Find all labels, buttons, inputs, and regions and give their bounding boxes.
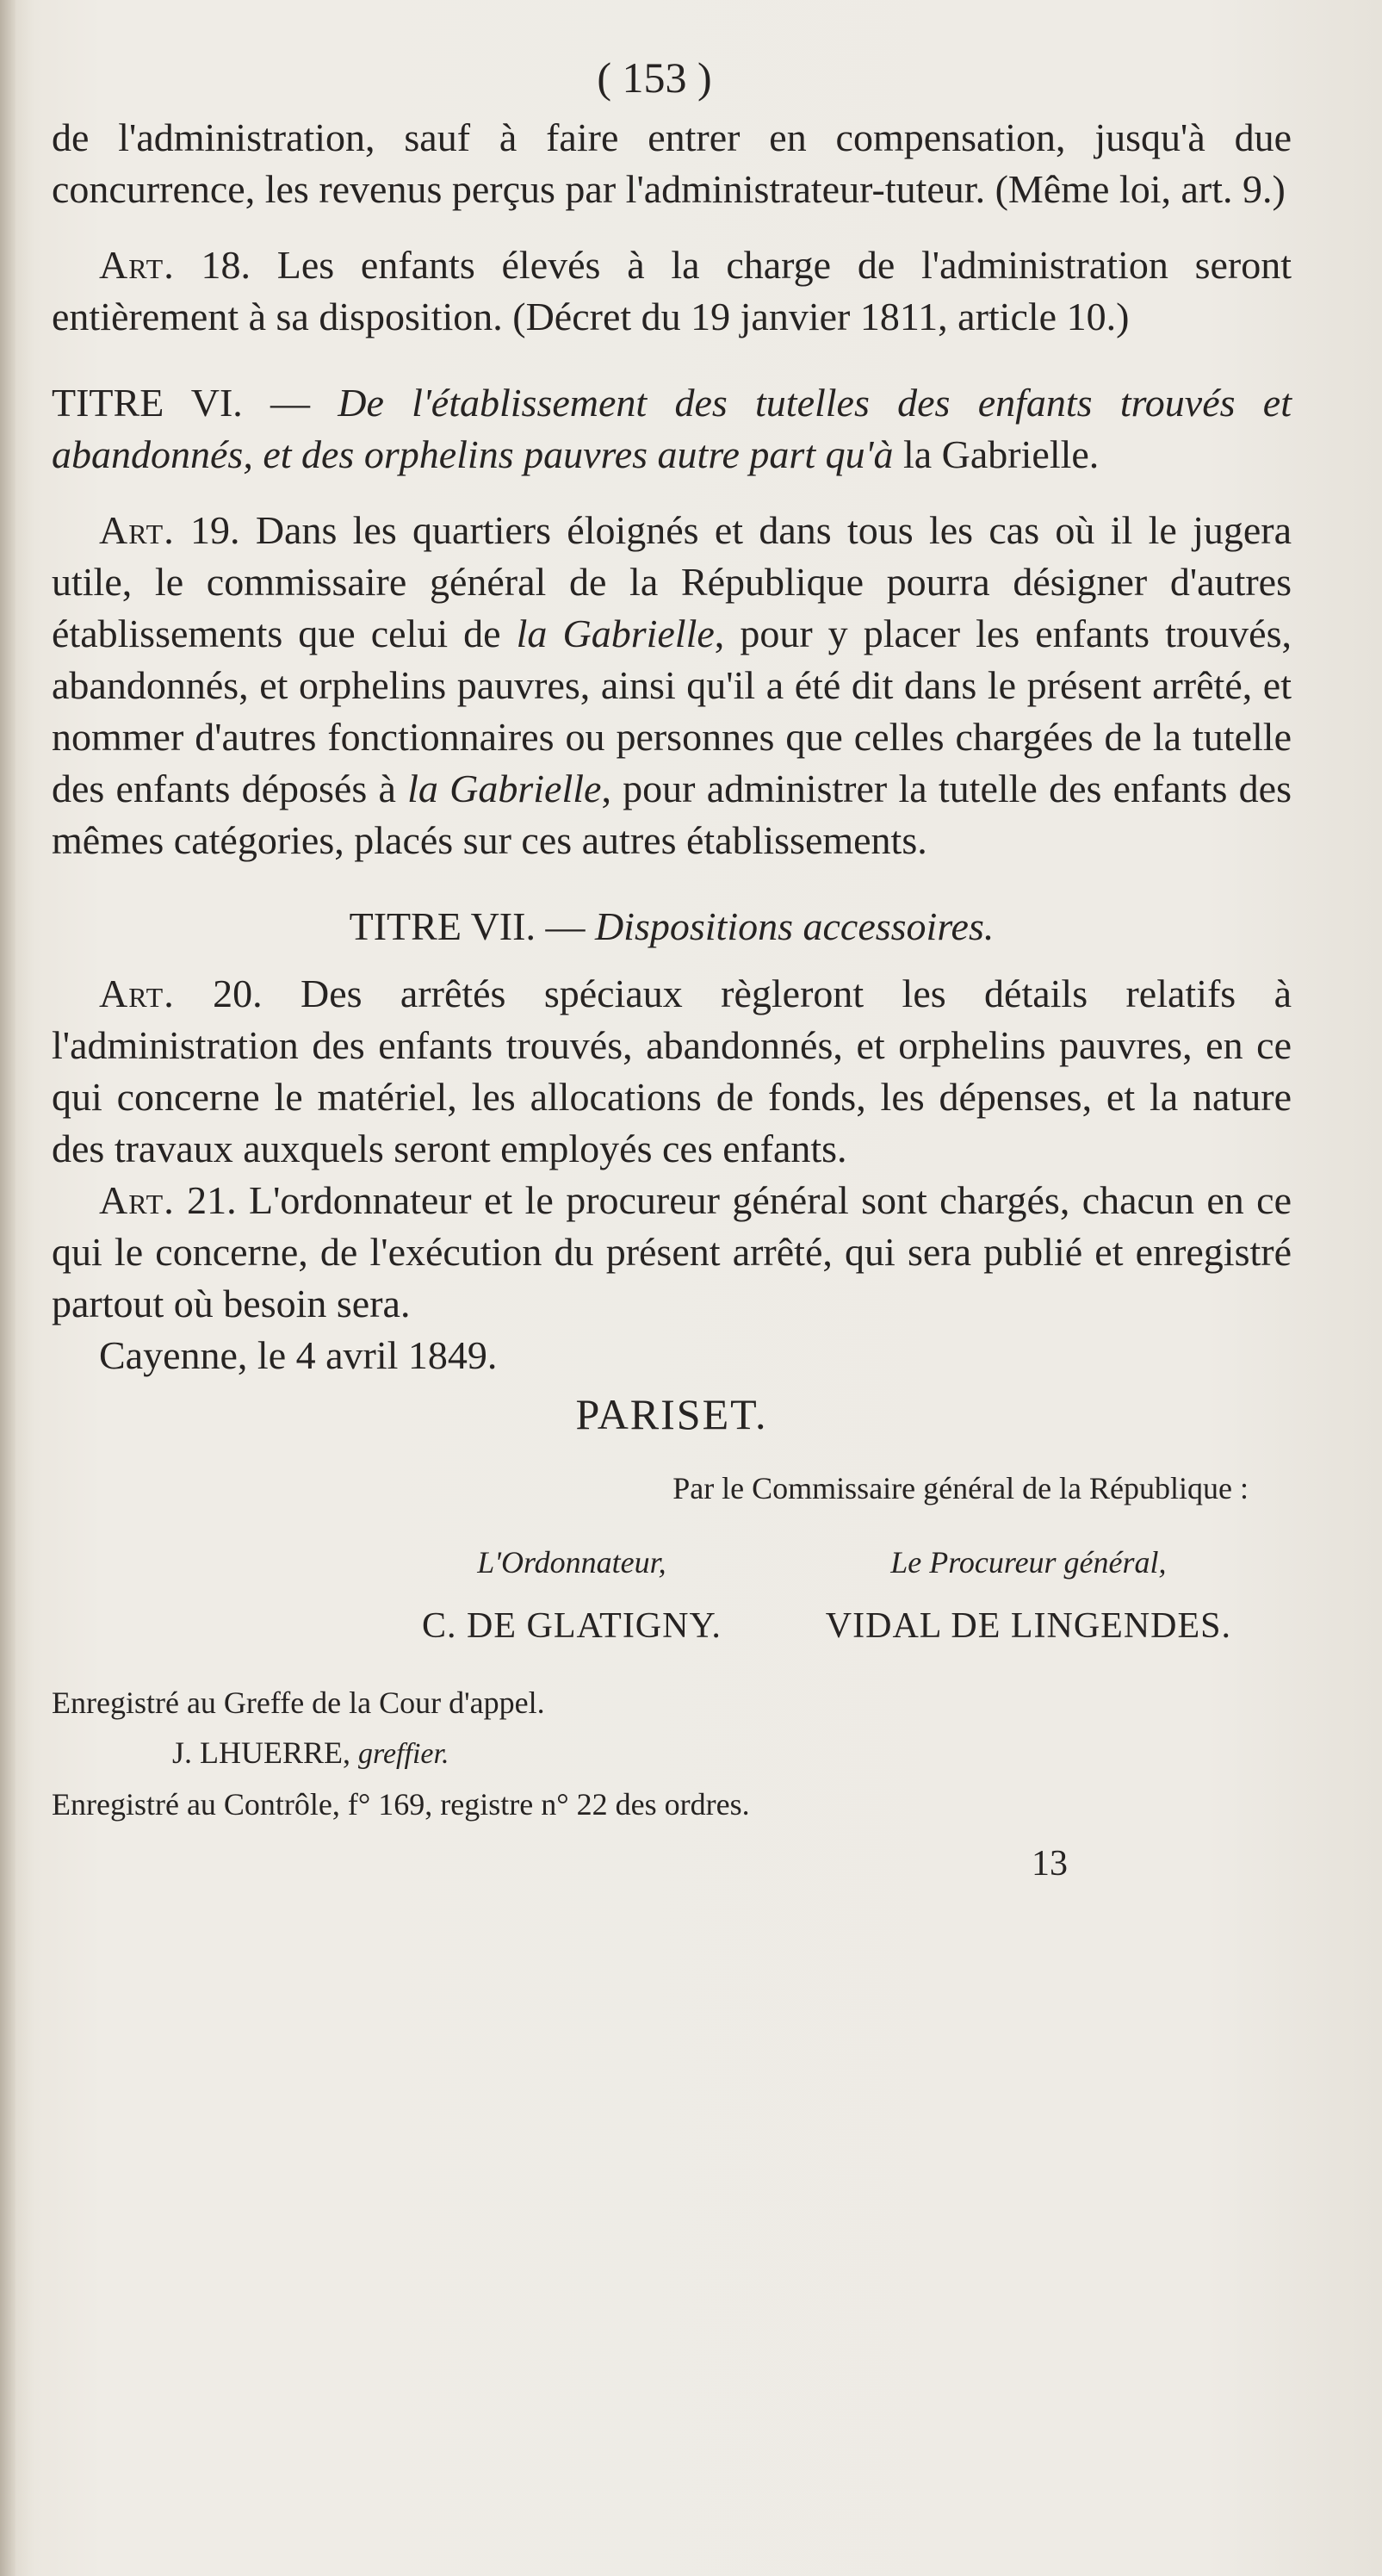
article-18 (52, 239, 1292, 343)
article-20 (52, 968, 1292, 1175)
article-19-emphasis-2: la Gabrielle (407, 767, 602, 810)
article-21 (52, 1175, 1292, 1330)
by-line: Par le Commissaire général de la République : (672, 1471, 1249, 1505)
title-7 (52, 901, 1292, 953)
signer-ordonnateur (422, 1536, 722, 1652)
article-19-emphasis: la Gabrielle (516, 611, 715, 655)
registry-notes (52, 1678, 1292, 1829)
registry-greffe: Enregistré au Greffe de la Cour d'appel. (52, 1685, 545, 1720)
clerk-title: greffier. (358, 1738, 449, 1770)
signer-role: L'Ordonnateur, (477, 1545, 666, 1580)
article-label: Art. (99, 508, 175, 552)
article-18-text: 18. Les enfants élevés à la charge de l'administration seront entièrement à sa disposition. (Décret du 19 janvier 1811, article 10.) (52, 243, 1292, 338)
signature-name: PARISET. (575, 1390, 768, 1438)
place-date: Cayenne, le 4 avril 1849. (99, 1333, 498, 1377)
article-20-text: 20. Des arrêtés spéciaux règleront les détails relatifs à l'administration des enfants trouvés, abandonnés, et orphelins pauvres, en ce qui concerne le matériel, les allocations de fonds, les dépenses, et la nature des travaux auxquels seront employés ces enfants. (52, 971, 1292, 1170)
book-spine-shadow (0, 0, 15, 2576)
title-6-tail: la Gabrielle. (902, 432, 1100, 476)
title-6-heading: De l'établissement des tutelles des enfants trouvés et abandonnés, et des orphelins pauvres autre part qu'à (52, 381, 1292, 476)
title-7-label: TITRE VII. — (349, 904, 586, 948)
sheet-signature-number: 13 (1032, 1844, 1068, 1884)
article-label: Art. (99, 243, 175, 287)
registry-controle: Enregistré au Contrôle, f° 169, registre n° 22 des ordres. (52, 1787, 750, 1822)
article-label: Art. (99, 1178, 175, 1222)
article-19-text-3: , pour administrer la tutelle des enfants des mêmes catégories, placés sur ces autres établissements. (52, 767, 1292, 862)
article-21-text: 21. L'ordonnateur et le procureur général sont chargés, chacun en ce qui le concerne, de l'exécution du présent arrêté, qui sera publié et enregistré partout où besoin sera. (52, 1178, 1292, 1325)
clerk-line (52, 1728, 1292, 1779)
article-label: Art. (99, 971, 175, 1015)
title-7-heading: Dispositions accessoires. (594, 904, 995, 948)
article-19-text: 19. Dans les quartiers éloignés et dans tous les cas où il le jugera utile, le commissaire général de la République pourra désigner d'autres établissements que celui de (52, 508, 1292, 655)
article-19 (52, 505, 1292, 866)
title-6 (52, 377, 1292, 481)
continuation-paragraph: de l'administration, sauf à faire entrer en compensation, jusqu'à due concurrence, les revenus perçus par l'administrateur-tuteur. (Même loi, art. 9.) (52, 115, 1292, 211)
page-number: ( 153 ) (597, 53, 712, 102)
signer-name: VIDAL DE LINGENDES. (825, 1606, 1231, 1646)
clerk-name: J. LHUERRE, (172, 1735, 350, 1770)
signer-name: C. DE GLATIGNY. (422, 1606, 722, 1646)
signer-procureur (826, 1536, 1231, 1652)
title-6-label: TITRE VI. — (52, 381, 311, 425)
page-text (52, 52, 1292, 1890)
signers (52, 1536, 1292, 1652)
signer-role: Le Procureur général, (890, 1545, 1167, 1580)
article-19-text-2: , pour y placer les enfants trouvés, abandonnés, et orphelins pauvres, ainsi qu'il a été dit dans le présent arrêté, et nommer d'autres fonctionnaires ou personnes que celles chargées de la tutelle des enfants déposés à (52, 611, 1292, 810)
